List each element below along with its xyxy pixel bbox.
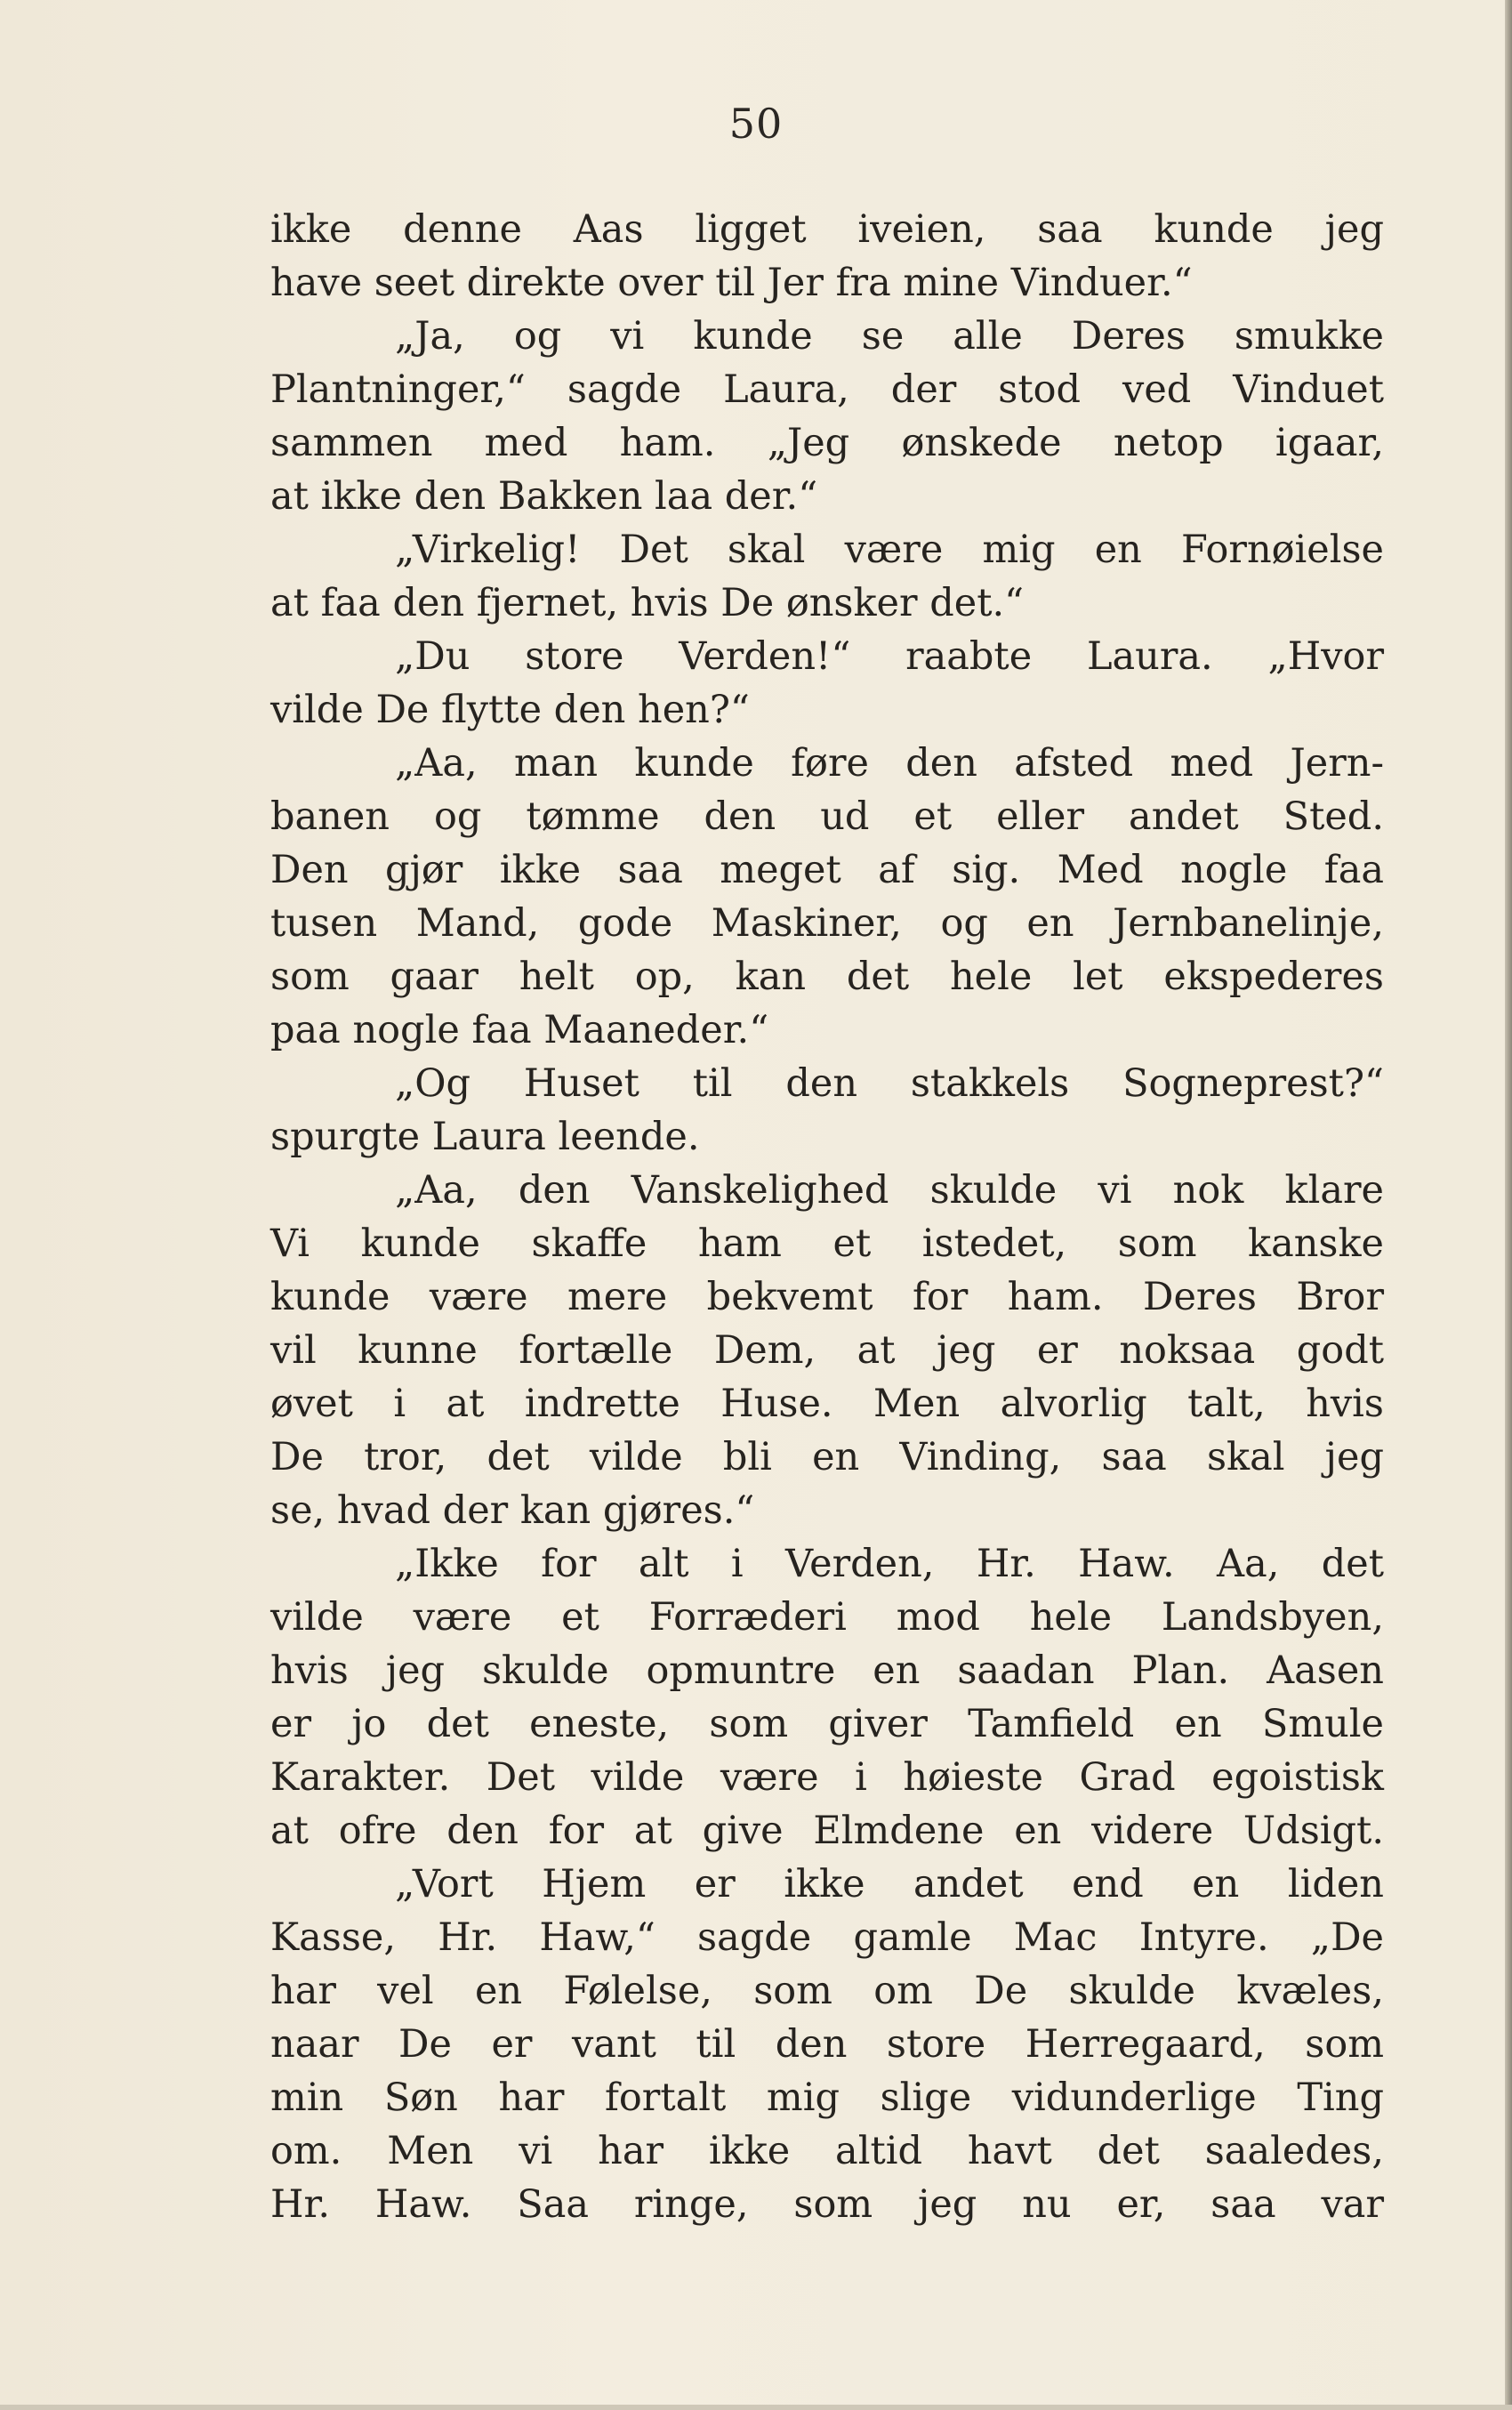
text-line: kunde være mere bekvemt for ham. Deres Bror (270, 1275, 1384, 1319)
text-line: „Aa, den Vanskelighed skulde vi nok klare (395, 1168, 1384, 1213)
text-line: sammen med ham. „Jeg ønskede netop igaar, (270, 421, 1384, 465)
page-edge-shadow (1505, 0, 1512, 2410)
text-line: at ikke den Bakken laa der.“ (270, 474, 818, 519)
text-line: „Vort Hjem er ikke andet end en liden (395, 1862, 1384, 1906)
text-line: hvis jeg skulde opmuntre en saadan Plan. Aasen (270, 1648, 1384, 1693)
text-line: De tror, det vilde bli en Vinding, saa skal jeg (270, 1435, 1384, 1479)
body-text (270, 203, 1384, 2231)
page-bottom-edge (0, 2405, 1512, 2410)
text-line: Vi kunde skaffe ham et istedet, som kanske (270, 1221, 1384, 1266)
text-line: „Aa, man kunde føre den afsted med Jern- (395, 741, 1384, 786)
text-line: vilde være et Forræderi mod hele Landsbyen, (270, 1595, 1384, 1640)
text-line: naar De er vant til den store Herregaard, som (270, 2022, 1384, 2067)
text-line: „Ja, og vi kunde se alle Deres smukke (395, 314, 1384, 359)
text-line: Den gjør ikke saa meget af sig. Med nogle faa (270, 848, 1384, 892)
page-number: 50 (728, 100, 784, 148)
text-line: se, hvad der kan gjøres.“ (270, 1488, 755, 1533)
text-line: tusen Mand, gode Maskiner, og en Jernbanelinje, (270, 901, 1384, 946)
text-line: øvet i at indrette Huse. Men alvorlig talt, hvis (270, 1382, 1384, 1426)
text-line: have seet direkte over til Jer fra mine Vinduer.“ (270, 261, 1193, 305)
text-line: „Og Huset til den stakkels Sogneprest?“ (395, 1061, 1384, 1106)
text-line: „Du store Verden!“ raabte Laura. „Hvor (395, 634, 1384, 679)
text-line: „Virkelig! Det skal være mig en Fornøielse (395, 528, 1384, 572)
text-line: paa nogle faa Maaneder.“ (270, 1008, 769, 1052)
text-line: er jo det eneste, som giver Tamfield en Smule (270, 1702, 1384, 1746)
text-line: ikke denne Aas ligget iveien, saa kunde jeg (270, 207, 1384, 252)
text-line: banen og tømme den ud et eller andet Sted. (270, 794, 1384, 839)
text-line: om. Men vi har ikke altid havt det saaledes, (270, 2129, 1384, 2173)
text-line: „Ikke for alt i Verden, Hr. Haw. Aa, det (395, 1542, 1384, 1586)
text-line: spurgte Laura leende. (270, 1115, 700, 1159)
text-line: vilde De flytte den hen?“ (270, 688, 750, 732)
text-line: Kasse, Hr. Haw,“ sagde gamle Mac Intyre. „De (270, 1915, 1384, 1960)
text-line: at faa den fjernet, hvis De ønsker det.“ (270, 581, 1025, 625)
text-line: min Søn har fortalt mig slige vidunderlige Ting (270, 2076, 1384, 2120)
text-line: som gaar helt op, kan det hele let ekspederes (270, 955, 1384, 999)
text-line: at ofre den for at give Elmdene en videre Udsigt. (270, 1809, 1384, 1853)
text-line: har vel en Følelse, som om De skulde kvæles, (270, 1969, 1384, 2013)
text-line: Hr. Haw. Saa ringe, som jeg nu er, saa var (270, 2182, 1384, 2227)
text-line: Plantninger,“ sagde Laura, der stod ved Vinduet (270, 367, 1384, 412)
text-line: vil kunne fortælle Dem, at jeg er noksaa godt (270, 1328, 1384, 1373)
text-line: Karakter. Det vilde være i høieste Grad egoistisk (270, 1755, 1384, 1800)
